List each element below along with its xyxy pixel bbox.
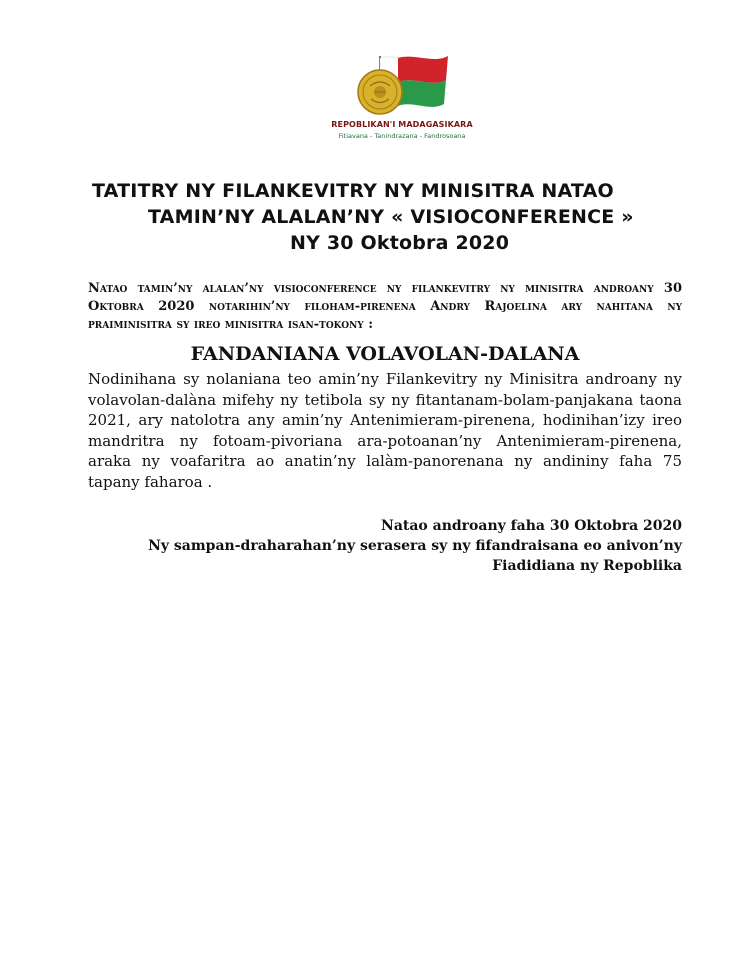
emblem-motto: Fitiavana - Tanindrazana - Fandrosoana xyxy=(338,132,466,140)
signature-author-line-1: Ny sampan-draharahan’ny serasera sy ny fifandraisana eo anivon’ny xyxy=(148,538,682,554)
signature-author-line-2: Fiadidiana ny Repoblika xyxy=(492,558,682,574)
intro-paragraph: Natao tamin’ny alalan’ny visioconference ny filankevitry ny minisitra androany 30 Oktobra 2020 notarihin’ny filoham-pirenena Andry Rajoelina ary nahitana ny praiminisitra sy ireo minisitra isan-tokony : xyxy=(88,281,682,332)
emblem-title: REPOBLIKAN'I MADAGASIKARA xyxy=(331,120,473,129)
title-line-2: TAMIN’NY ALALAN’NY « VISIOCONFERENCE » xyxy=(148,206,634,228)
republic-emblem xyxy=(322,52,482,144)
signature-date: Natao androany faha 30 Oktobra 2020 xyxy=(381,518,682,534)
title-line-3: NY 30 Oktobra 2020 xyxy=(290,232,510,254)
signature-block xyxy=(88,516,682,576)
section-heading: FANDANIANA VOLAVOLAN-DALANA xyxy=(190,343,580,365)
title-line-1: TATITRY NY FILANKEVITRY NY MINISITRA NATAO xyxy=(92,180,614,202)
section-body: Nodinihana sy nolaniana teo amin’ny Filankevitry ny Minisitra androany ny volavolan-dalàna mifehy ny tetibola sy ny fitantanam-bolam-panjakana taona 2021, ary natolotra any amin’ny Antenimieram-pirenena, hodinihan’izy ireo mandritra ny fotoam-pivoriana ara-potoanan’ny Antenimieram-pirenena, araka ny voafaritra ao anatin’ny lalàm-panorenana ny andininy faha 75 tapany faharoa . xyxy=(88,370,682,491)
emblem-seal-flag-graphic xyxy=(322,52,482,122)
document-title xyxy=(80,178,680,256)
